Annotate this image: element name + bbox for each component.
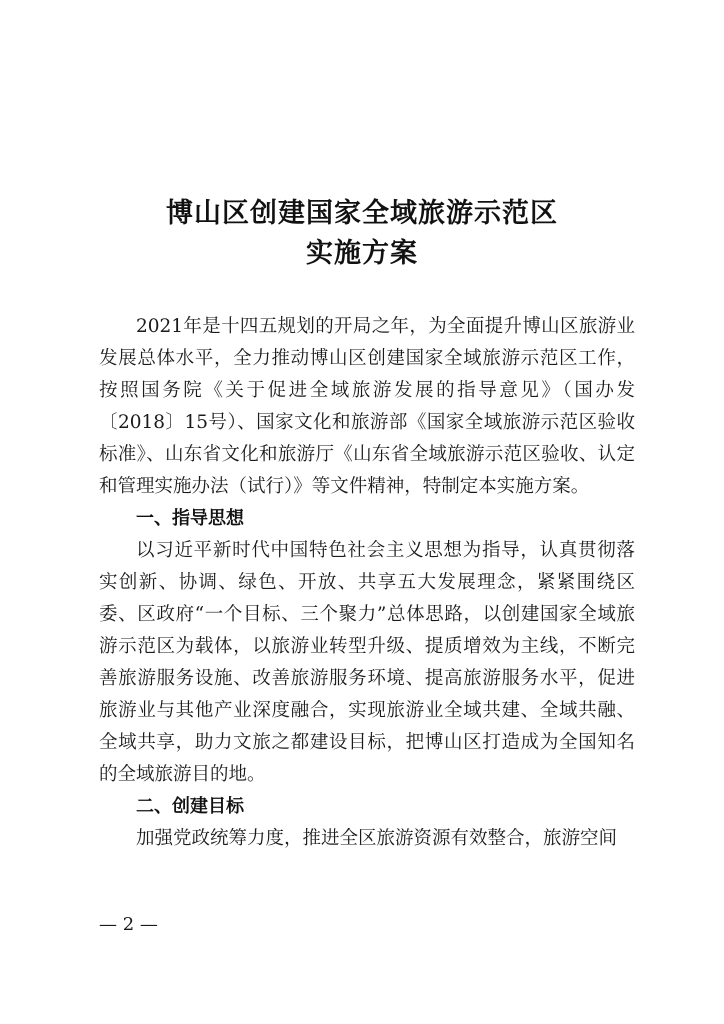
document-body bbox=[99, 311, 635, 855]
section-heading-guiding-ideology: 一、指导思想 bbox=[136, 508, 244, 529]
document-title-line-1: 博山区创建国家全域旅游示范区 bbox=[166, 198, 558, 229]
guiding-ideology-paragraph: 以习近平新时代中国特色社会主义思想为指导，认真贯彻落实创新、协调、绿色、开放、共享五大发展理念，紧紧围绕区委、区政府“一个目标、三个聚力”总体思路，以创建国家全域旅游示范区为载体，以旅游业转型升级、提质增效为主线，不断完善旅游服务设施、改善旅游服务环境、提高旅游服务水平，促进旅游业与其他产业深度融合，实现旅游业全域共建、全域共融、全域共享，助力文旅之都建设目标，把博山区打造成为全国知名的全域旅游目的地。 bbox=[99, 540, 635, 785]
page-number: — 2 — bbox=[99, 914, 158, 935]
section-heading-creation-goals: 二、创建目标 bbox=[136, 796, 244, 817]
document-title-line-2: 实施方案 bbox=[306, 238, 418, 269]
creation-goals-paragraph: 加强党政统筹力度，推进全区旅游资源有效整合，旅游空间 bbox=[136, 828, 618, 849]
intro-paragraph: 2021年是十四五规划的开局之年，为全面提升博山区旅游业发展总体水平，全力推动博山区创建国家全域旅游示范区工作，按照国务院《关于促进全域旅游发展的指导意见》（国办发〔2018〕15号）、国家文化和旅游部《国家全域旅游示范区验收标准》、山东省文化和旅游厅《山东省全域旅游示范区验收、认定和管理实施办法（试行）》等文件精神，特制定本实施方案。 bbox=[99, 316, 635, 497]
